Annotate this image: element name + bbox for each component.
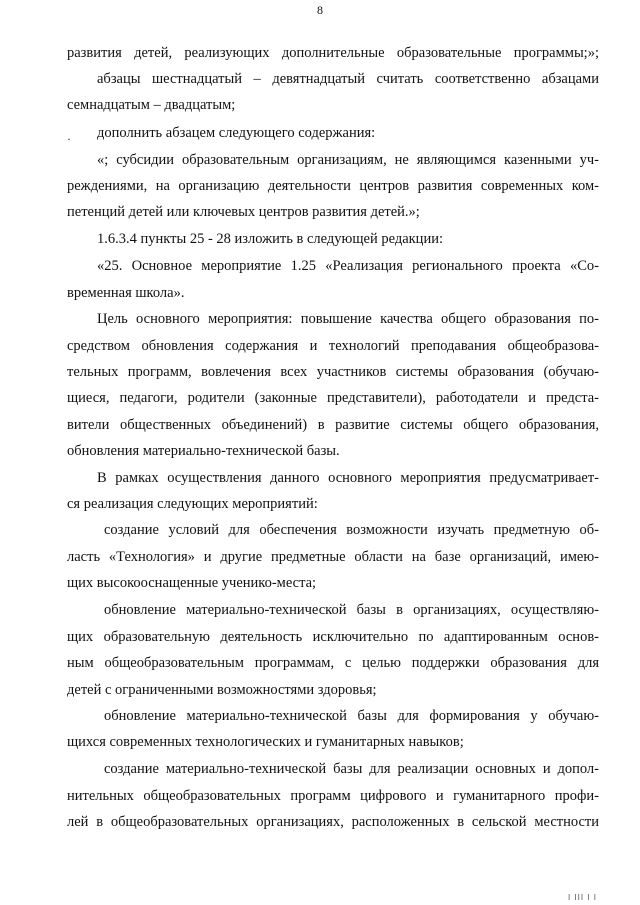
- text-line: детей с ограниченными возможностями здоровья;: [67, 682, 377, 698]
- text-line: В рамках осуществления данного основного мероприятия предусматривает-: [97, 470, 599, 486]
- text-line: нительных общеобразовательных программ цифрового и гуманитарного профи-: [67, 788, 599, 804]
- text-line: развития детей, реализующих дополнительные образовательные программы;»;: [67, 45, 599, 61]
- text-line: Цель основного мероприятия: повышение качества общего образования по-: [97, 311, 599, 327]
- text-line: «25. Основное мероприятие 1.25 «Реализация регионального проекта «Со-: [97, 258, 599, 274]
- text-line: абзацы шестнадцатый – девятнадцатый считать соответственно абзацами: [97, 71, 599, 87]
- scan-footer-mark: I III I I: [568, 893, 598, 902]
- text-line: обновление материально-технической базы для формирования у обучаю-: [104, 708, 599, 724]
- text-line: обновления материально-технической базы.: [67, 443, 340, 459]
- text-line: ся реализация следующих мероприятий:: [67, 496, 318, 512]
- text-line: реждениями, на организацию деятельности центров развития современных ком-: [67, 178, 599, 194]
- text-line: временная школа».: [67, 285, 185, 301]
- text-line: петенций детей или ключевых центров развития детей.»;: [67, 204, 420, 220]
- text-line: обновление материально-технической базы в организациях, осуществляю-: [104, 602, 599, 618]
- text-line: тельных программ, вовлечения всех участников системы образования (обучаю-: [67, 364, 599, 380]
- text-line: щих образовательную деятельность исключительно по адаптированным основ-: [67, 629, 599, 645]
- text-line: «; субсидии образовательным организациям, не являющимся казенными уч-: [97, 152, 599, 168]
- text-line: щих высокооснащенные ученико-места;: [67, 575, 317, 591]
- page-number: 8: [317, 3, 323, 17]
- text-line: 1.6.3.4 пункты 25 - 28 изложить в следующей редакции:: [97, 231, 443, 247]
- text-line: ным общеобразовательным программам, с целью поддержки образования для: [67, 655, 599, 671]
- scan-dot-mark: ·: [67, 132, 71, 146]
- text-line: дополнить абзацем следующего содержания:: [97, 125, 376, 141]
- text-line: щихся современных технологических и гуманитарных навыков;: [67, 734, 464, 750]
- text-line: ласть «Технология» и другие предметные области на базе организаций, имею-: [67, 549, 599, 565]
- text-line: создание условий для обеспечения возможности изучать предметную об-: [104, 522, 599, 538]
- text-line: щиеся, педагоги, родители (законные представители), работодатели и предста-: [67, 390, 599, 406]
- text-line: лей в общеобразовательных организациях, расположенных в сельской местности: [67, 814, 599, 830]
- text-line: семнадцатым – двадцатым;: [67, 97, 236, 113]
- text-line: средством обновления содержания и технологий преподавания общеобразова-: [67, 338, 599, 354]
- text-line: вители общественных объединений) в развитие системы общего образования,: [67, 417, 599, 433]
- text-line: создание материально-технической базы для реализации основных и допол-: [104, 761, 599, 777]
